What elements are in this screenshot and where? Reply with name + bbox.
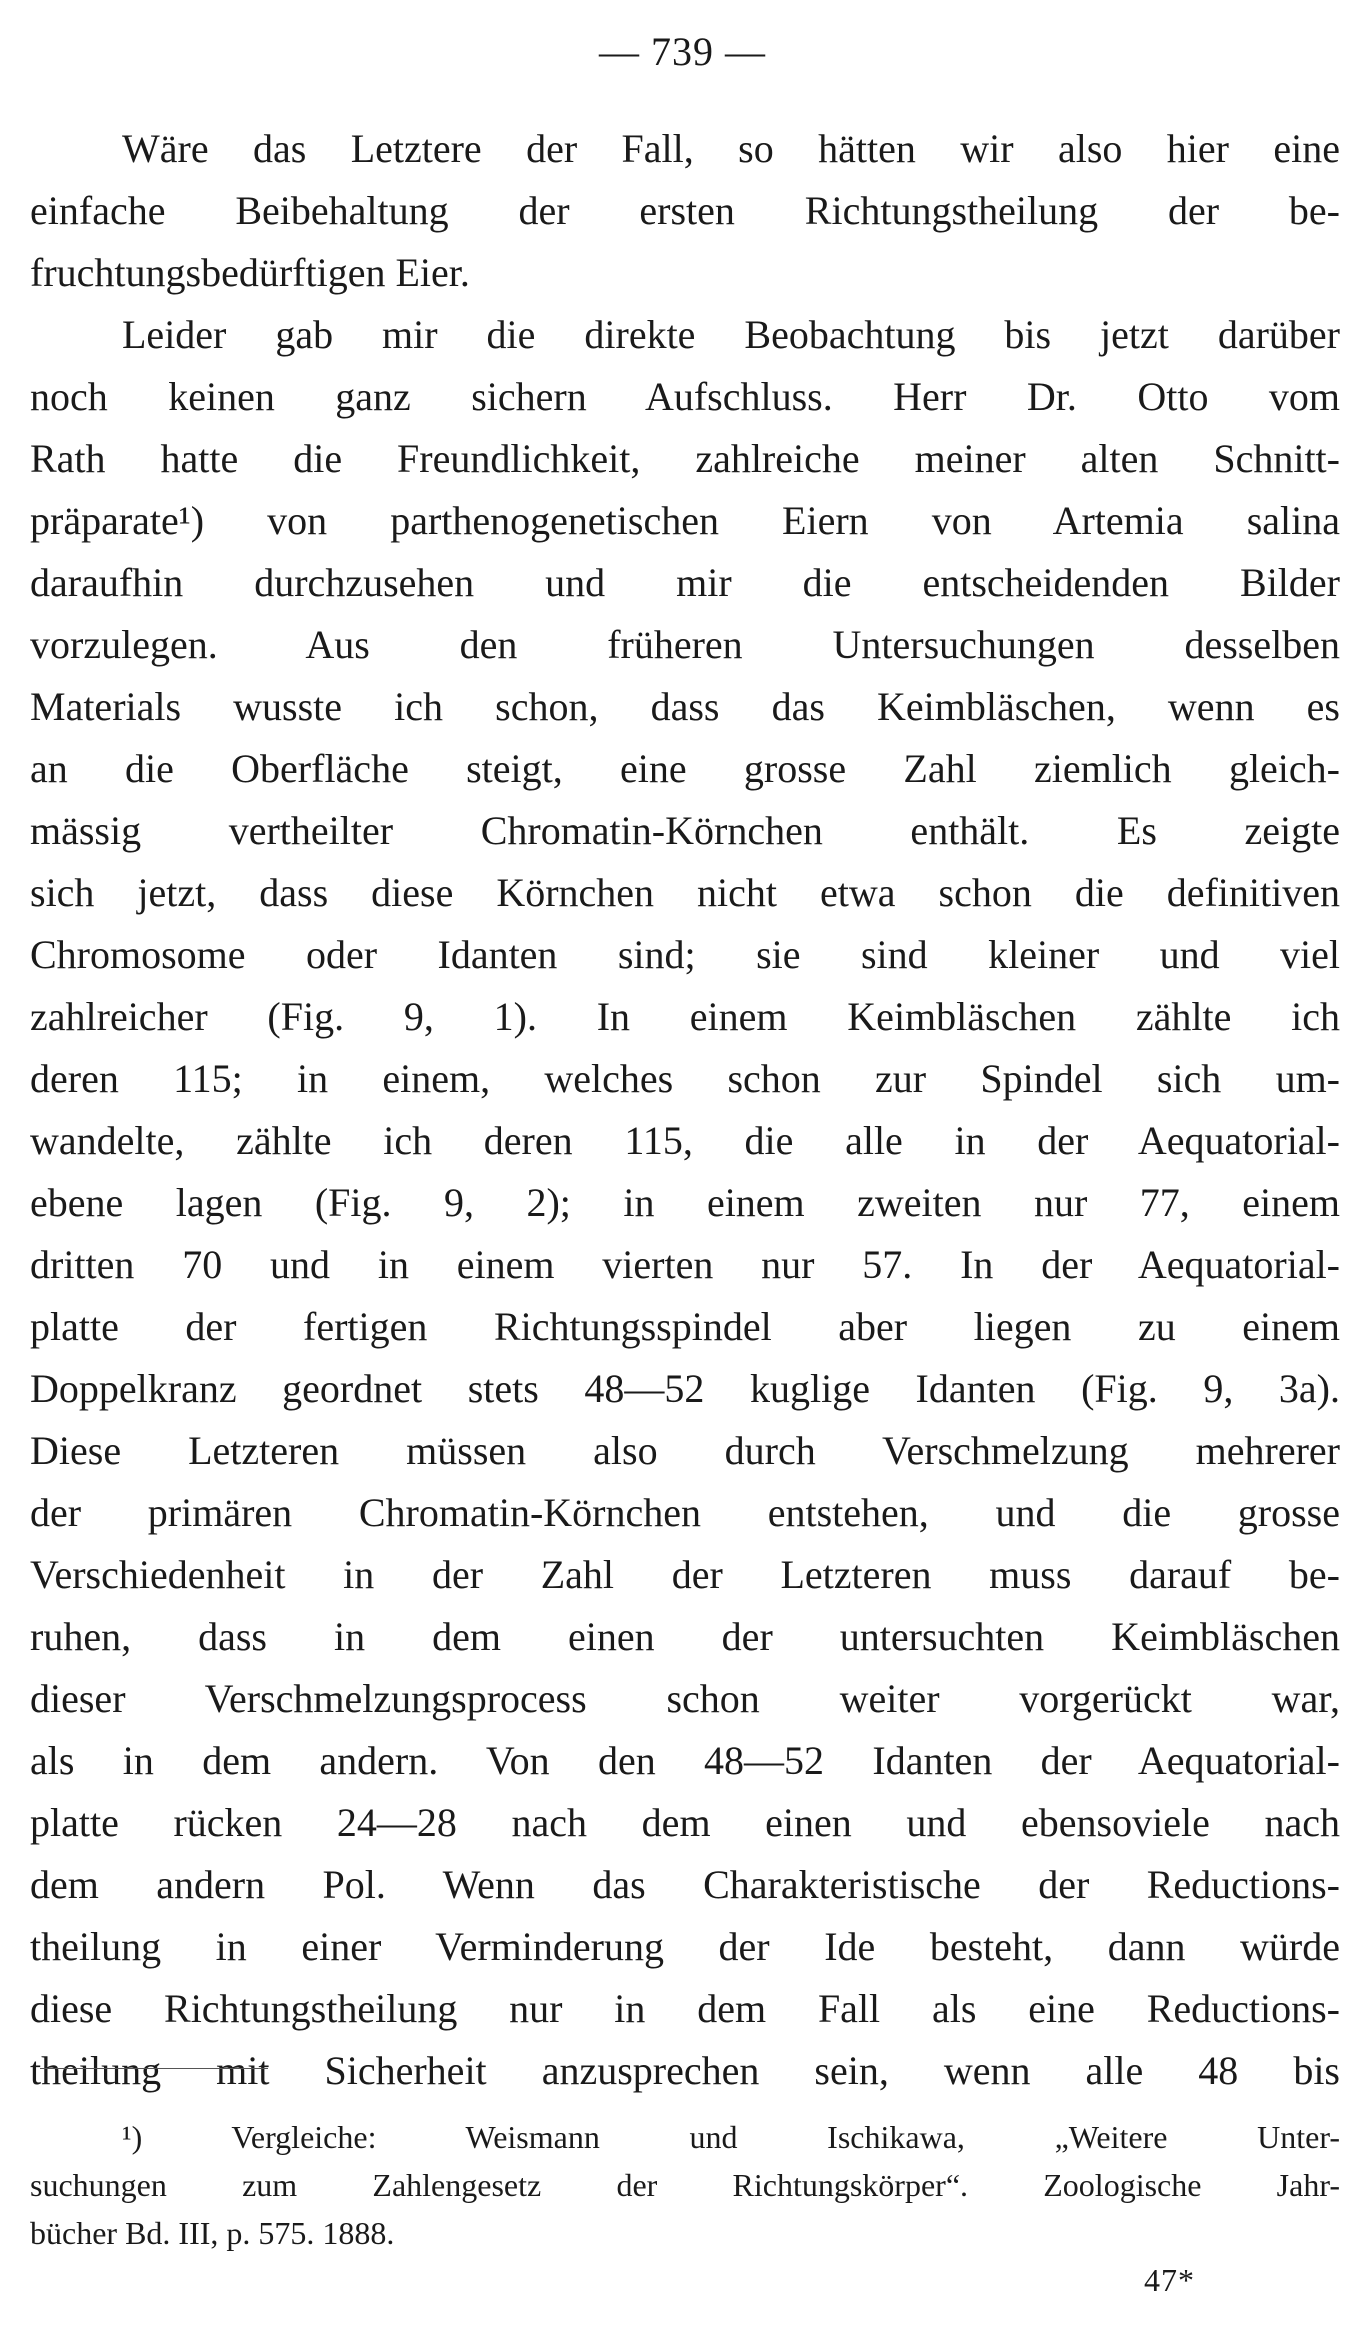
text-line: theilung in einer Verminderung der Ide besteht, dann würde <box>30 1924 1340 1969</box>
text-line: zahlreicher (Fig. 9, 1). In einem Keimbläschen zählte ich <box>30 994 1340 1039</box>
text-line: noch keinen ganz sichern Aufschluss. Herr Dr. Otto vom <box>30 374 1340 419</box>
text-line: Leider gab mir die direkte Beobachtung bis jetzt darüber <box>122 312 1340 357</box>
text-line: an die Oberfläche steigt, eine grosse Zahl ziemlich gleich- <box>30 746 1340 791</box>
footnote-line: ¹) Vergleiche: Weismann und Ischikawa, „Weitere Unter- <box>122 2119 1340 2155</box>
text-line: fruchtungsbedürftigen Eier. <box>30 250 470 295</box>
footnote-divider <box>40 2068 268 2069</box>
text-line: Diese Letzteren müssen also durch Verschmelzung mehrerer <box>30 1428 1340 1473</box>
text-line: der primären Chromatin-Körnchen entstehen, und die grosse <box>30 1490 1340 1535</box>
text-line: platte der fertigen Richtungsspindel aber liegen zu einem <box>30 1304 1340 1349</box>
text-line: wandelte, zählte ich deren 115, die alle in der Aequatorial- <box>30 1118 1340 1163</box>
text-line: mässig vertheilter Chromatin-Körnchen enthält. Es zeigte <box>30 808 1340 853</box>
text-line: Materials wusste ich schon, dass das Keimbläschen, wenn es <box>30 684 1340 729</box>
text-line: Doppelkranz geordnet stets 48—52 kuglige Idanten (Fig. 9, 3a). <box>30 1366 1340 1411</box>
text-line: Wäre das Letztere der Fall, so hätten wir also hier eine <box>122 126 1340 171</box>
text-line: dieser Verschmelzungsprocess schon weiter vorgerückt war, <box>30 1676 1340 1721</box>
text-line: platte rücken 24—28 nach dem einen und ebensoviele nach <box>30 1800 1340 1845</box>
text-line: daraufhin durchzusehen und mir die entscheidenden Bilder <box>30 560 1340 605</box>
text-line: Verschiedenheit in der Zahl der Letzteren muss darauf be- <box>30 1552 1340 1597</box>
text-line: deren 115; in einem, welches schon zur Spindel sich um- <box>30 1056 1340 1101</box>
text-line: ebene lagen (Fig. 9, 2); in einem zweiten nur 77, einem <box>30 1180 1340 1225</box>
text-line: dritten 70 und in einem vierten nur 57. In der Aequatorial- <box>30 1242 1340 1287</box>
footnote-line: suchungen zum Zahlengesetz der Richtungskörper“. Zoologische Jahr- <box>30 2167 1340 2203</box>
text-line: Rath hatte die Freundlichkeit, zahlreiche meiner alten Schnitt- <box>30 436 1340 481</box>
text-line: dem andern Pol. Wenn das Charakteristische der Reductions- <box>30 1862 1340 1907</box>
text-line: vorzulegen. Aus den früheren Untersuchungen desselben <box>30 622 1340 667</box>
signature-mark: 47* <box>1144 2262 1195 2298</box>
text-line: Chromosome oder Idanten sind; sie sind kleiner und viel <box>30 932 1340 977</box>
text-line: diese Richtungstheilung nur in dem Fall als eine Reductions- <box>30 1986 1340 2031</box>
text-line: einfache Beibehaltung der ersten Richtungstheilung der be- <box>30 188 1340 233</box>
main-text <box>30 118 1340 2102</box>
footnote <box>30 2113 1340 2257</box>
footnote-line: bücher Bd. III, p. 575. 1888. <box>30 2215 395 2251</box>
text-line: als in dem andern. Von den 48—52 Idanten der Aequatorial- <box>30 1738 1340 1783</box>
text-line: präparate¹) von parthenogenetischen Eiern von Artemia salina <box>30 498 1340 543</box>
text-line: theilung mit Sicherheit anzusprechen sein, wenn alle 48 bis <box>30 2048 1340 2093</box>
text-line: sich jetzt, dass diese Körnchen nicht etwa schon die definitiven <box>30 870 1340 915</box>
text-line: ruhen, dass in dem einen der untersuchten Keimbläschen <box>30 1614 1340 1659</box>
page-number: — 739 — <box>599 29 766 74</box>
